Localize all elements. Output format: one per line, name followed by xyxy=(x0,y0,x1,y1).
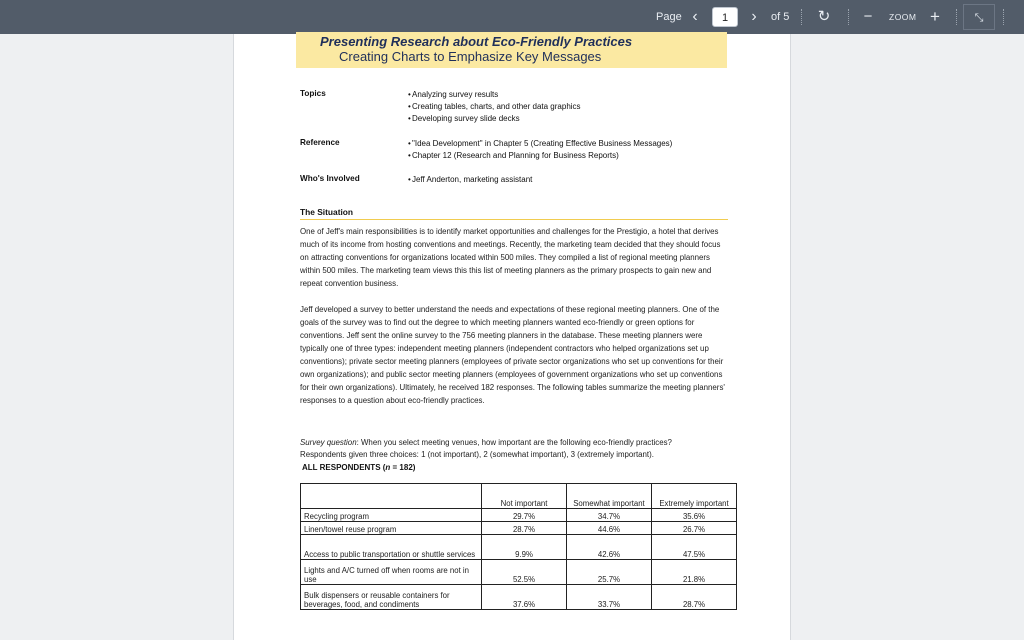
involved-label: Who's Involved xyxy=(300,174,360,183)
involved-item: • Jeff Anderton, marketing assistant xyxy=(412,175,532,184)
doc-title: Presenting Research about Eco-Friendly Practices xyxy=(320,34,633,49)
table-row xyxy=(301,509,737,522)
row-label: Recycling program xyxy=(301,509,482,522)
table-header-cell xyxy=(301,484,482,509)
toolbar-divider xyxy=(848,9,849,25)
table-cell: 29.7% xyxy=(482,509,567,522)
document-viewport xyxy=(0,34,1024,640)
table-cell: 26.7% xyxy=(652,522,737,535)
next-page-icon[interactable]: › xyxy=(751,8,757,25)
page-label: Page xyxy=(656,11,682,23)
table-cell: 35.6% xyxy=(652,509,737,522)
exit-fullscreen-icon[interactable]: ⤡ xyxy=(963,4,995,30)
rotate-icon[interactable]: ↻ xyxy=(817,8,831,25)
table-row xyxy=(301,535,737,560)
responses-table xyxy=(300,483,737,610)
document-page xyxy=(233,34,791,640)
topic-item: • Creating tables, charts, and other data graphics xyxy=(412,102,581,111)
table-cell: 21.8% xyxy=(652,560,737,585)
toolbar-divider xyxy=(956,9,957,25)
table-header-cell: Extremely important xyxy=(652,484,737,509)
topic-item: • Developing survey slide decks xyxy=(412,114,520,123)
situation-paragraph-2: Jeff developed a survey to better understand the needs and expectations of these regional meeting planners. One of the goals of the survey was to find out the degree to which meeting planners wanted eco-friendly or green options for conventions. Jeff sent the online survey to the 756 meeting planners in the database. These meeting planners were typically one of three types: independent meeting planners (independent contractors who helped organizations set up conventions); private sector meeting planners (employees of private sector organizations who set up conventions for their own organizations); and public sector meeting planners (employees of government organizations who set up conventions for their own organizations). Ultimately, he received 182 responses. The following tables summarize the meeting planners' responses to a question about eco-friendly practices. xyxy=(300,305,725,405)
reference-item: • "Idea Development" in Chapter 5 (Creating Effective Business Messages) xyxy=(412,139,672,148)
table-cell: 28.7% xyxy=(482,522,567,535)
page-count-label: of 5 xyxy=(771,11,790,23)
table-row xyxy=(301,522,737,535)
pdf-toolbar xyxy=(0,0,1024,34)
reference-label: Reference xyxy=(300,138,340,147)
table-header-cell: Somewhat important xyxy=(566,484,651,509)
table-header-cell: Not important xyxy=(482,484,567,509)
row-label: Access to public transportation or shuttle services xyxy=(301,535,482,560)
survey-question-label: Survey question xyxy=(300,438,357,447)
row-label: Bulk dispensers or reusable containers for beverages, food, and condiments xyxy=(301,585,482,610)
zoom-label: ZOOM xyxy=(889,12,917,22)
page-number-input[interactable]: 1 xyxy=(712,7,738,27)
table-row xyxy=(301,585,737,610)
toolbar-divider xyxy=(801,9,802,25)
table-cell: 25.7% xyxy=(566,560,651,585)
table-cell: 9.9% xyxy=(482,535,567,560)
survey-question xyxy=(300,437,730,449)
table-cell: 42.6% xyxy=(566,535,651,560)
table-cell: 47.5% xyxy=(652,535,737,560)
survey-question-text: : When you select meeting venues, how important are the following eco-friendly practices? xyxy=(356,438,672,447)
prev-page-icon[interactable]: ‹ xyxy=(692,8,698,25)
topics-label: Topics xyxy=(300,89,326,98)
row-label: Lights and A/C turned off when rooms are not in use xyxy=(301,560,482,585)
table-cell: 33.7% xyxy=(566,585,651,610)
survey-choices: Respondents given three choices: 1 (not important), 2 (somewhat important), 3 (extremely important). xyxy=(300,450,654,459)
reference-item: • Chapter 12 (Research and Planning for Business Reports) xyxy=(412,151,619,160)
situation-heading: The Situation xyxy=(300,207,728,220)
table-cell: 28.7% xyxy=(652,585,737,610)
table-header-row xyxy=(301,484,737,509)
topic-item: • Analyzing survey results xyxy=(412,90,498,99)
all-respondents-heading: ALL RESPONDENTS (n = 182) xyxy=(302,463,416,472)
toolbar-divider xyxy=(1003,9,1004,25)
title-banner xyxy=(296,32,727,68)
table-row xyxy=(301,560,737,585)
table-cell: 37.6% xyxy=(482,585,567,610)
situation-paragraph-1: One of Jeff's main responsibilities is to identify market opportunities and challenges for the Prestigio, a hotel that derives much of its income from hosting conventions and meetings. Recently, the marketing team decided that they should focus on attracting conventions for organizations located within 500 miles. They compiled a list of regional meeting planners within 500 miles. The marketing team views this this list of meeting planners as the primary prospects to gain new and repeat convention business. xyxy=(300,227,721,288)
table-cell: 44.6% xyxy=(566,522,651,535)
table-cell: 52.5% xyxy=(482,560,567,585)
zoom-in-icon[interactable]: + xyxy=(930,7,940,26)
row-label: Linen/towel reuse program xyxy=(301,522,482,535)
doc-subtitle: Creating Charts to Emphasize Key Messages xyxy=(339,49,602,64)
table-cell: 34.7% xyxy=(566,509,651,522)
zoom-out-icon[interactable]: − xyxy=(863,8,873,25)
